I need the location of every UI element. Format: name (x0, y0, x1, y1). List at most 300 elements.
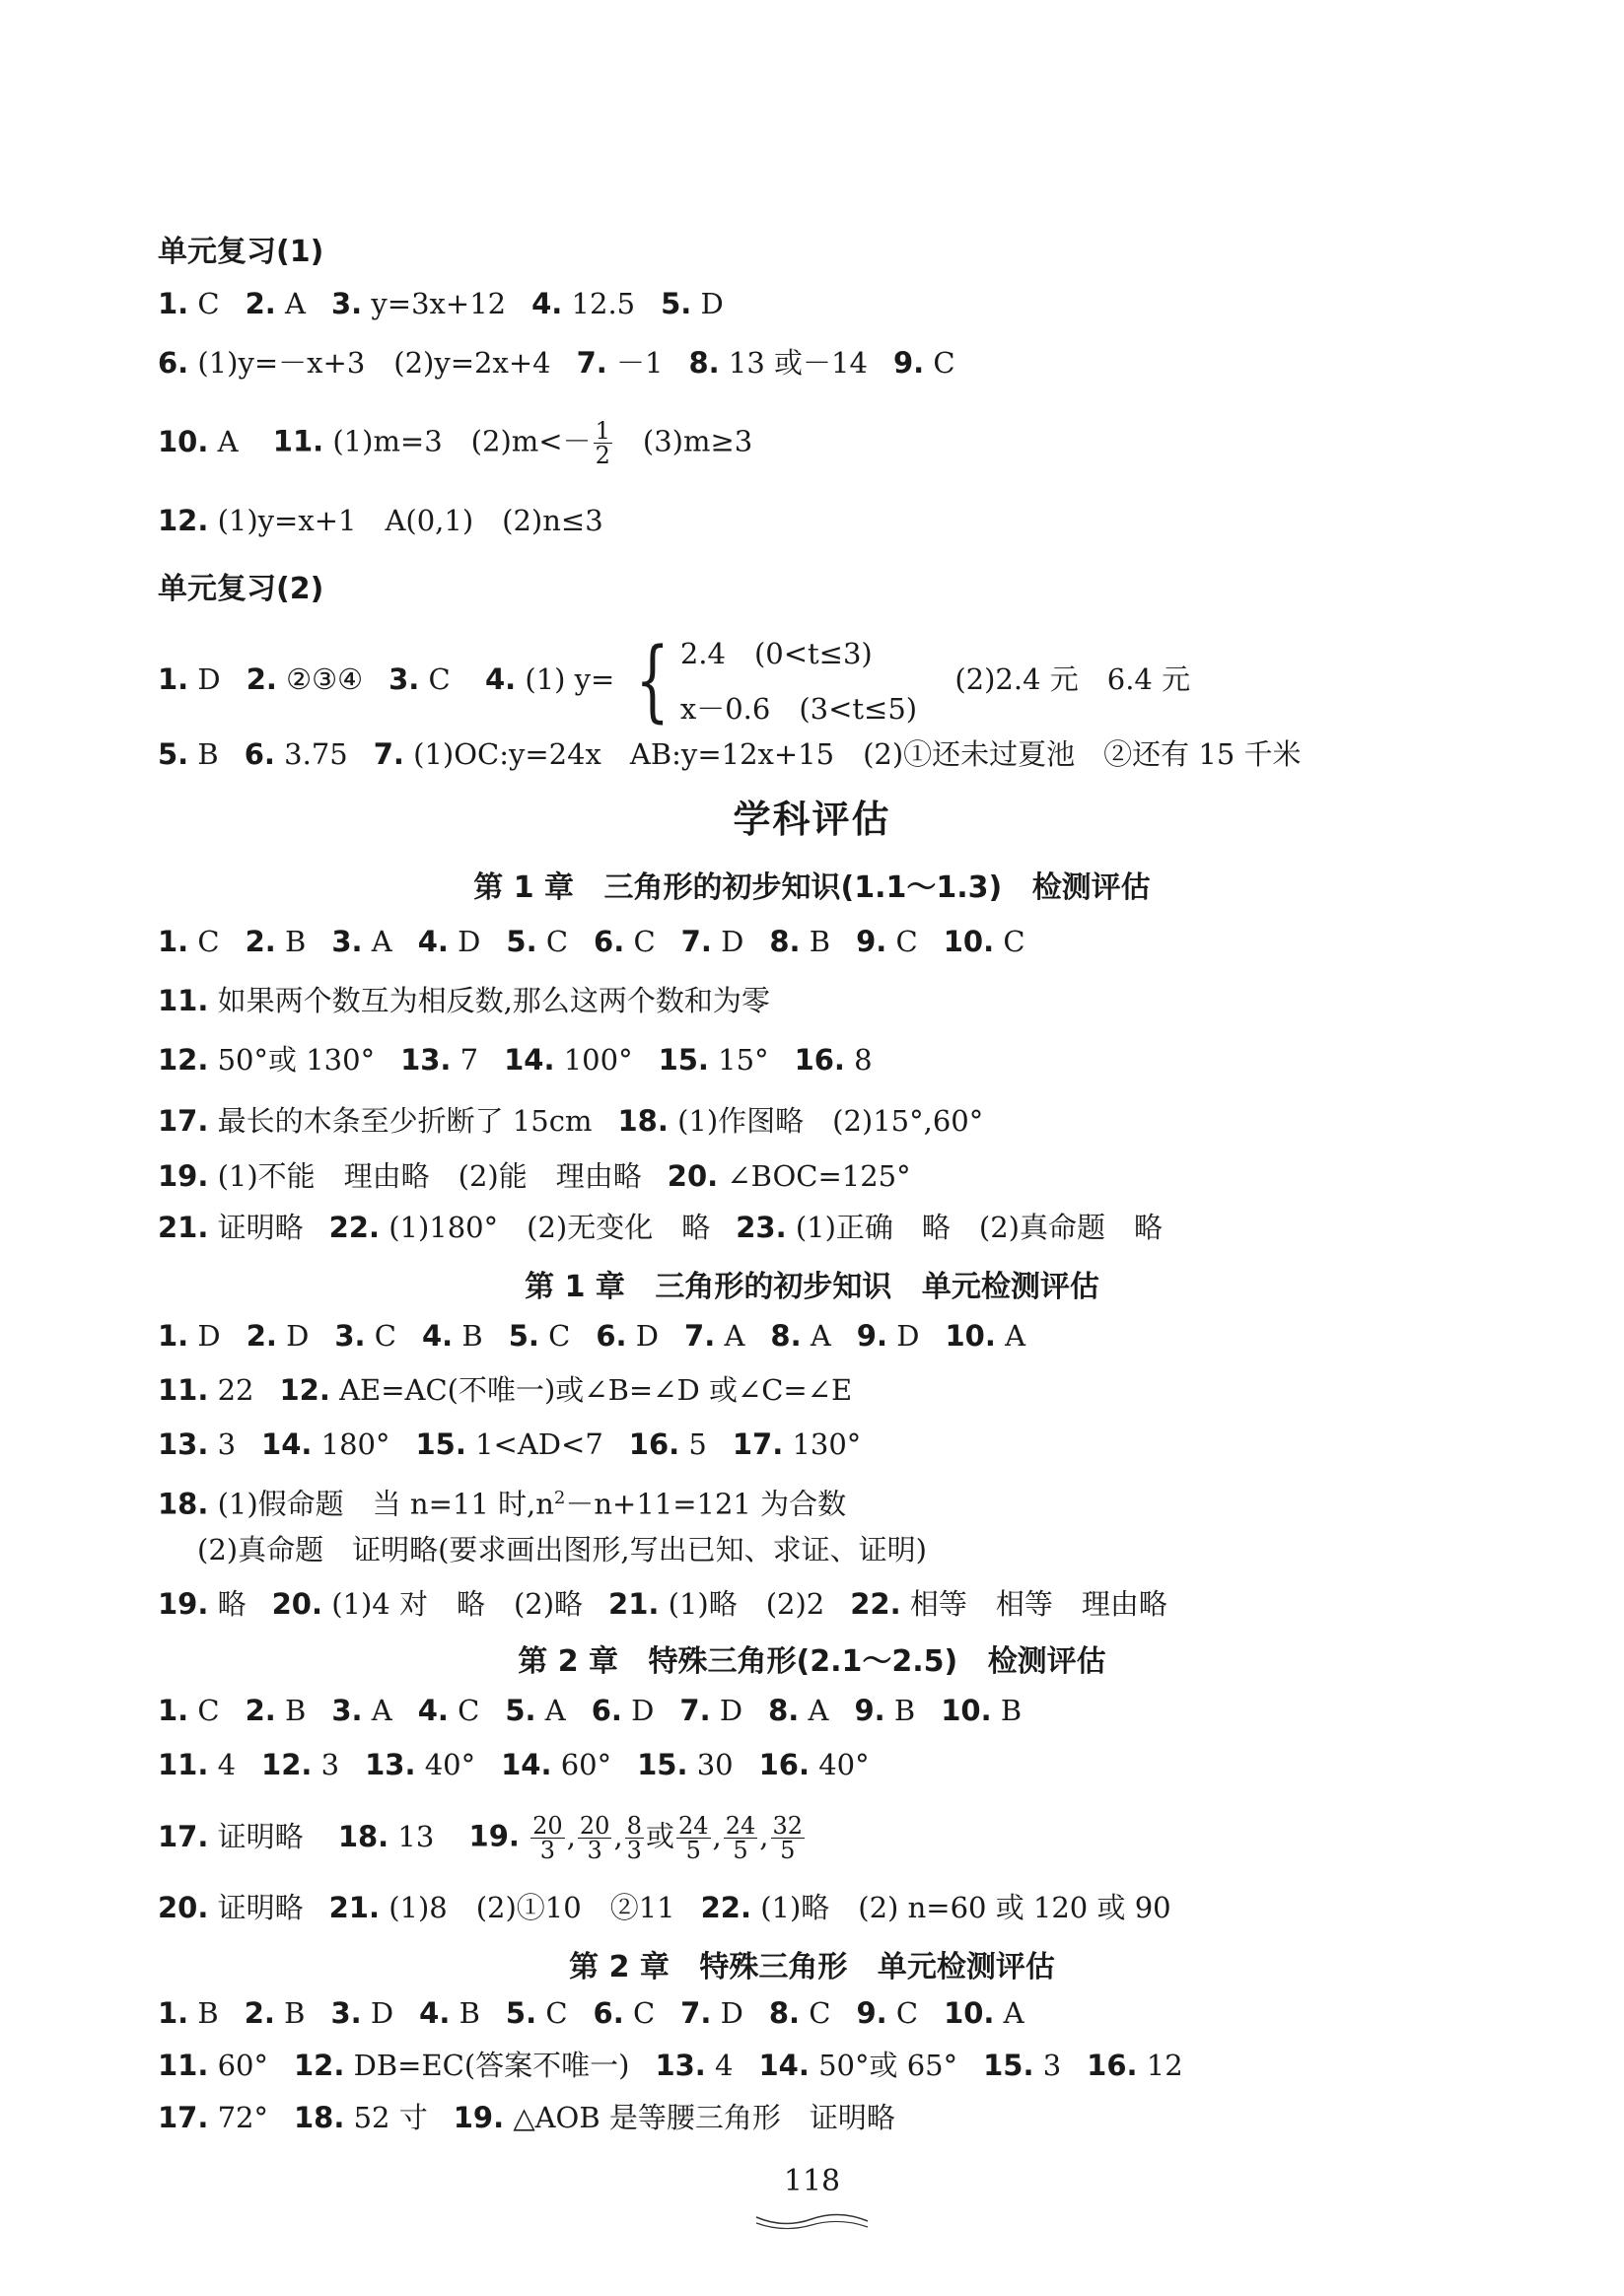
superscript: 2 (553, 1488, 566, 1508)
question-number: 1. (158, 1996, 189, 2030)
answer-item (759, 1748, 870, 1781)
fraction-denominator: 5 (780, 1837, 796, 1864)
answer: D (635, 1319, 660, 1353)
chapter-name: 特殊三角形(2.1～2.5) (648, 1644, 958, 1679)
question-number: 8. (770, 1319, 802, 1353)
answer-item (681, 925, 744, 958)
answer-item (680, 1996, 743, 2030)
question-number: 16. (1087, 2049, 1138, 2082)
answer: 4 (217, 1748, 237, 1781)
answer-item (400, 1043, 478, 1077)
question-number: 4. (422, 1319, 454, 1353)
answer-item (334, 1319, 396, 1353)
question-number: 15. (658, 1043, 709, 1077)
answer: C (632, 1996, 656, 2030)
question-number: 9. (856, 1319, 887, 1353)
answer-item (617, 1104, 983, 1138)
answer-item (246, 925, 307, 958)
answer-item (504, 1043, 632, 1077)
answer: D (370, 1996, 394, 2030)
question-number: 8. (769, 925, 801, 958)
question-number: 3. (331, 925, 363, 958)
answer: C (428, 662, 451, 696)
answer: 最长的木条至少折断了 15cm (217, 1104, 593, 1138)
question-number: 11. (158, 1748, 209, 1781)
answer-item (261, 1748, 339, 1781)
ch2-partial-row-4 (158, 1888, 1197, 1927)
answer: 40° (818, 1748, 870, 1781)
answer-item (272, 1587, 583, 1621)
chapter-1-partial-title (0, 863, 1624, 906)
answer: C (197, 925, 220, 958)
question-number: 10. (941, 1694, 992, 1727)
piecewise-cases (680, 626, 917, 736)
answer: 13 或－14 (728, 346, 868, 380)
answer: 130° (792, 1427, 862, 1461)
question-number: 6. (158, 346, 189, 380)
question-number: 15. (637, 1748, 688, 1781)
answer: D (719, 1694, 743, 1727)
answer: D (197, 1319, 221, 1353)
chapter-label: 第 2 章 (569, 1950, 670, 1984)
answer: (2)2.4 元 6.4 元 (954, 662, 1191, 696)
answer: A (544, 1694, 566, 1727)
answer-item (531, 287, 635, 320)
fraction-numerator: 24 (677, 1812, 709, 1840)
chapter-type: 检测评估 (987, 1644, 1106, 1679)
chapter-type: 单元检测评估 (921, 1270, 1099, 1304)
answer-item (655, 2049, 733, 2082)
question-number: 9. (856, 925, 887, 958)
question-number: 19. (468, 1819, 520, 1853)
fraction-numerator: 32 (772, 1812, 804, 1840)
fraction (625, 1814, 644, 1862)
question-number: 22. (850, 1587, 901, 1621)
answer: 5 (688, 1427, 707, 1461)
fraction-numerator: 1 (595, 417, 610, 445)
fraction (530, 1814, 565, 1862)
question-number: 2. (245, 925, 276, 958)
answer-item (329, 1891, 675, 1924)
question-number: 7. (373, 737, 404, 771)
answer: (2)真命题 证明略(要求画出图形,写出已知、求证、证明) (197, 1533, 927, 1566)
answer: 50°或 130° (217, 1043, 376, 1077)
answer: (1)8 (2)①10 ②11 (388, 1891, 675, 1924)
answer: B (459, 1996, 480, 2030)
question-number: 5. (505, 1996, 537, 2030)
question-number: 20. (271, 1587, 322, 1621)
answer-items (158, 662, 476, 696)
answer-item (418, 1694, 480, 1727)
answer-item (365, 1748, 475, 1781)
unit-review-1-row-2 (158, 343, 981, 383)
question-number: 1. (158, 1319, 189, 1353)
question-number: 22. (700, 1891, 751, 1924)
question-number: 13. (158, 1427, 209, 1461)
unit-review-1-row-4 (158, 501, 603, 540)
answer-item (245, 737, 348, 771)
answer-item (419, 1996, 480, 2030)
answer: (1)作图略 (2)15°,60° (677, 1104, 984, 1138)
answer: 如果两个数互为相反数,那么这两个数和为零 (217, 984, 770, 1017)
answer-item (733, 1427, 861, 1461)
ch2-partial-row-3: 17. 证明略 18. 13 19. $\frac{20}{3}$ , $\frac{20}{3}$ , $\frac{8}{3}$ 或 $\frac{24}{5}$ , $\frac{24}{5}$ , $\frac{32}{5}$ (158, 1812, 804, 1864)
question-number: 1. (158, 1694, 189, 1727)
left-brace: { (635, 629, 670, 732)
question-number: 12. (294, 2049, 345, 2082)
answer: (1)m=3 (2)m<－ (332, 424, 592, 458)
answer-item (280, 1373, 853, 1407)
ch1-unit-row-1 (158, 1316, 1051, 1356)
question-number: 13. (365, 1748, 416, 1781)
question-number: 2. (246, 1319, 277, 1353)
answer: B (285, 1694, 307, 1727)
answer: A (285, 287, 306, 320)
answer-item (245, 1996, 306, 2030)
question-number: 16. (794, 1043, 845, 1077)
question-number: 6. (593, 1996, 624, 2030)
question-number: 1. (158, 662, 189, 696)
answer-item (158, 984, 770, 1017)
chapter-2-partial-title (0, 1636, 1624, 1680)
answer-item (501, 1748, 611, 1781)
page-title: 学科评估 (733, 798, 891, 841)
answer-item (247, 662, 363, 696)
question-number: 5. (158, 737, 189, 771)
question-number: 3. (330, 1996, 362, 2030)
answer: C (933, 346, 955, 380)
answer: A (371, 1694, 392, 1727)
answer: D (631, 1694, 655, 1727)
ch1-partial-row-3 (158, 1040, 898, 1079)
answer: B (284, 1996, 306, 2030)
answer-item (329, 1211, 711, 1244)
answer: (1)4 对 略 (2)略 (331, 1587, 584, 1621)
answer: C (548, 1319, 571, 1353)
answer: ∠BOC=125° (727, 1159, 911, 1193)
answer-item (158, 1427, 236, 1461)
answer: 1<AD<7 (475, 1427, 603, 1461)
answer-item (768, 1694, 828, 1727)
chapter-1-unit-title (0, 1262, 1624, 1305)
answer: A (1003, 1996, 1024, 2030)
question-number: 7. (684, 1319, 716, 1353)
question-number: 2. (246, 662, 277, 696)
question-number: 7. (679, 1694, 711, 1727)
answer: 40° (424, 1748, 476, 1781)
question-number: 11. (158, 2049, 209, 2082)
answer: 22 (217, 1373, 254, 1407)
question-number: 9. (892, 346, 925, 380)
question-number: 8. (768, 1694, 800, 1727)
answer: DB=EC(答案不唯一) (353, 2049, 630, 2082)
fraction (676, 1814, 711, 1862)
answer: 13 (397, 1819, 435, 1853)
ch1-unit-row-2 (158, 1370, 878, 1410)
question-number: 4. (417, 925, 449, 958)
question-number: 5. (506, 925, 537, 958)
answer: B (1000, 1694, 1023, 1727)
question-number: 6. (596, 1319, 627, 1353)
answer-item (416, 1427, 603, 1461)
answer-item (506, 925, 568, 958)
chapter-type: 检测评估 (1031, 870, 1151, 905)
answer-item (893, 346, 955, 380)
answer-item (261, 1427, 389, 1461)
answer-item (769, 1996, 831, 2030)
unit-review-1-row-3 (158, 419, 752, 467)
question-number: 10. (943, 925, 995, 958)
answer-item (688, 346, 867, 380)
answer: 100° (563, 1043, 633, 1077)
answer: 3.75 (284, 737, 348, 771)
question-number: 3. (388, 662, 420, 696)
chapter-name: 三角形的初步知识 (655, 1270, 892, 1304)
answer-item (769, 925, 830, 958)
question-number: 20. (158, 1891, 209, 1924)
answer: D (700, 287, 724, 320)
or-text: 或 (645, 1819, 674, 1853)
fraction-numerator: 20 (579, 1812, 610, 1840)
answer: C (197, 287, 220, 320)
answer: (1)不能 理由略 (2)能 理由略 (217, 1159, 642, 1193)
fraction-denominator: 3 (587, 1837, 602, 1864)
answer-item (158, 1373, 254, 1407)
question-number: 1. (158, 925, 189, 958)
answer: A (371, 925, 392, 958)
fraction-denominator: 3 (626, 1837, 642, 1864)
answer-item (158, 1996, 219, 2030)
question-number: 9. (856, 1996, 887, 2030)
ch2-unit-row-1 (158, 1993, 1050, 2033)
answer-item (661, 287, 724, 320)
answer-item (945, 1319, 1025, 1353)
answer: 7 (459, 1043, 479, 1077)
answer-item (983, 2049, 1061, 2082)
question-number: 6. (591, 1694, 622, 1727)
answer: B (893, 1694, 916, 1727)
question-number: 6. (594, 925, 625, 958)
question-number: 11. (158, 1373, 209, 1407)
answer: (1)y=x+1 A(0,1) (2)n≤3 (217, 504, 603, 537)
ch1-partial-row-1 (158, 922, 1051, 961)
answer-item (158, 662, 221, 696)
question-number: 7. (680, 1996, 712, 2030)
answer-item (592, 1694, 655, 1727)
question-number: 18. (617, 1104, 669, 1138)
question-number: 4. (419, 1996, 451, 2030)
question-number: 18. (337, 1819, 389, 1853)
answer-item (158, 1043, 375, 1077)
answer-item (1087, 2049, 1183, 2082)
question-number: 14. (504, 1043, 555, 1077)
answer-item (795, 1043, 873, 1077)
answer: C (895, 1996, 919, 2030)
question-number: 19. (453, 2101, 505, 2134)
answer-item (158, 1159, 642, 1193)
answer-item (246, 1694, 307, 1727)
answer-item (158, 1319, 221, 1353)
answer-item (944, 925, 1025, 958)
answer-item (331, 925, 391, 958)
ch1-partial-row-2 (158, 981, 796, 1020)
answer-item (850, 1587, 1167, 1621)
answer: C (1003, 925, 1025, 958)
answer-item (856, 1996, 918, 2030)
answer-item (506, 1996, 568, 2030)
answer: B (197, 1996, 219, 2030)
answer: A (808, 1694, 829, 1727)
answer-item (247, 1319, 310, 1353)
answer-item (684, 1319, 744, 1353)
answer: 180° (320, 1427, 390, 1461)
answer-item (158, 1104, 592, 1138)
answer: 72° (217, 2101, 268, 2134)
fraction-numerator: 24 (725, 1812, 756, 1840)
question-number: 5. (505, 1694, 536, 1727)
answer: (1)正确 略 (2)真命题 略 (795, 1211, 1163, 1244)
question-number: 17. (158, 1104, 209, 1138)
question-number: 11. (158, 984, 209, 1017)
question-number: 14. (501, 1748, 552, 1781)
answer-item (374, 737, 1302, 771)
answer-item (577, 346, 664, 380)
answer: (1)略 (2)2 (668, 1587, 825, 1621)
unit-review-2-row-1 (158, 626, 1190, 736)
ch2-partial-row-2 (158, 1745, 895, 1784)
answer-item (158, 1211, 304, 1244)
answer-item (594, 925, 656, 958)
answer-item (944, 1996, 1024, 2030)
answer-item (331, 287, 506, 320)
answer: 12.5 (571, 287, 636, 320)
answer: D (720, 1996, 743, 2030)
answer-item (158, 2101, 268, 2134)
answer: (1) y= (525, 662, 615, 696)
chapter-label: 第 1 章 (473, 870, 575, 905)
question-number: 4. (417, 1694, 449, 1727)
answer: B (809, 925, 831, 958)
question-number: 10. (944, 1996, 995, 2030)
answer: C (374, 1319, 396, 1353)
answer: B (285, 925, 307, 958)
question-number: 15. (415, 1427, 466, 1461)
answer-item (388, 662, 451, 696)
page-number-wave-icon (754, 2211, 870, 2231)
answer: (1)OC:y=24x AB:y=12x+15 (2)①还未过夏池 ②还有 15 千米 (413, 737, 1302, 771)
answer-item (294, 2049, 629, 2082)
question-number: 1. (158, 287, 189, 320)
question-number: 17. (158, 2101, 209, 2134)
answer: 15° (718, 1043, 769, 1077)
chapter-type: 单元检测评估 (877, 1950, 1055, 1984)
answer-item (941, 1694, 1022, 1727)
unit-review-2-title: 单元复习(2) (158, 572, 324, 606)
answer: (1)假命题 当 n=11 时,n (217, 1487, 554, 1521)
answer: D (197, 662, 221, 696)
question-number: 21. (608, 1587, 660, 1621)
answer-item (422, 1319, 483, 1353)
ch1-unit-row-3 (158, 1425, 886, 1464)
ch1-partial-row-4 (158, 1101, 1009, 1141)
answer-item (505, 1694, 565, 1727)
answer-item (246, 287, 306, 320)
question-number: 2. (245, 1694, 276, 1727)
answer-item (596, 1319, 659, 1353)
question-number: 16. (628, 1427, 680, 1461)
answer: D (721, 925, 744, 958)
question-number: 17. (732, 1427, 784, 1461)
question-number: 5. (661, 287, 692, 320)
question-number: 5. (508, 1319, 539, 1353)
question-number: 14. (758, 2049, 810, 2082)
answer-item (594, 1996, 656, 2030)
answer: (1)180° (2)无变化 略 (388, 1211, 711, 1244)
fraction (594, 419, 612, 467)
answer: B (461, 1319, 483, 1353)
question-number: 12. (261, 1748, 313, 1781)
answer-item (158, 1694, 220, 1727)
answer-item (158, 346, 551, 380)
answer: △AOB 是等腰三角形 证明略 (513, 2101, 895, 2134)
answer-item (770, 1319, 830, 1353)
ch1-partial-row-6 (158, 1208, 1188, 1247)
question-number: 10. (945, 1319, 996, 1353)
question-number: 7. (680, 925, 712, 958)
answer: 证明略 (217, 1819, 304, 1853)
answer: 30 (696, 1748, 734, 1781)
answer: 12 (1146, 2049, 1183, 2082)
answer: 60° (560, 1748, 612, 1781)
answer: A (217, 424, 239, 458)
fraction (771, 1814, 806, 1862)
unit-review-1-title: 单元复习(1) (158, 235, 324, 269)
answer: －n+11=121 为合数 (565, 1487, 847, 1521)
ch1-unit-row-4 (158, 1479, 846, 1524)
answer: C (809, 1996, 831, 2030)
question-number: 14. (261, 1427, 313, 1461)
ch1-unit-row-5 (197, 1530, 927, 1569)
answer: A (724, 1319, 745, 1353)
answer-item (857, 1319, 920, 1353)
answer-item (856, 925, 918, 958)
question-number: 3. (331, 287, 363, 320)
answer-item (158, 2049, 268, 2082)
question-number: 22. (328, 1211, 380, 1244)
answer-item (158, 1587, 247, 1621)
question-number: 12. (158, 504, 209, 537)
question-number: 21. (328, 1891, 380, 1924)
answer-item (736, 1211, 1163, 1244)
answer: 3 (320, 1748, 340, 1781)
fraction-numerator: 20 (532, 1812, 563, 1840)
question-number: 9. (854, 1694, 885, 1727)
answer-item (608, 1587, 824, 1621)
answer-item (158, 1748, 236, 1781)
answer: (1)略 (2) n=60 或 120 或 90 (760, 1891, 1171, 1924)
answer: 证明略 (217, 1891, 304, 1924)
answer-item (158, 1891, 304, 1924)
question-number: 13. (655, 2049, 706, 2082)
question-number: 23. (736, 1211, 787, 1244)
answer: C (545, 925, 569, 958)
answer-item (294, 2101, 428, 2134)
answer-item (158, 925, 220, 958)
question-number: 17. (158, 1819, 209, 1853)
question-number: 13. (400, 1043, 452, 1077)
question-number: 8. (768, 1996, 801, 2030)
chapter-label: 第 1 章 (525, 1270, 625, 1304)
